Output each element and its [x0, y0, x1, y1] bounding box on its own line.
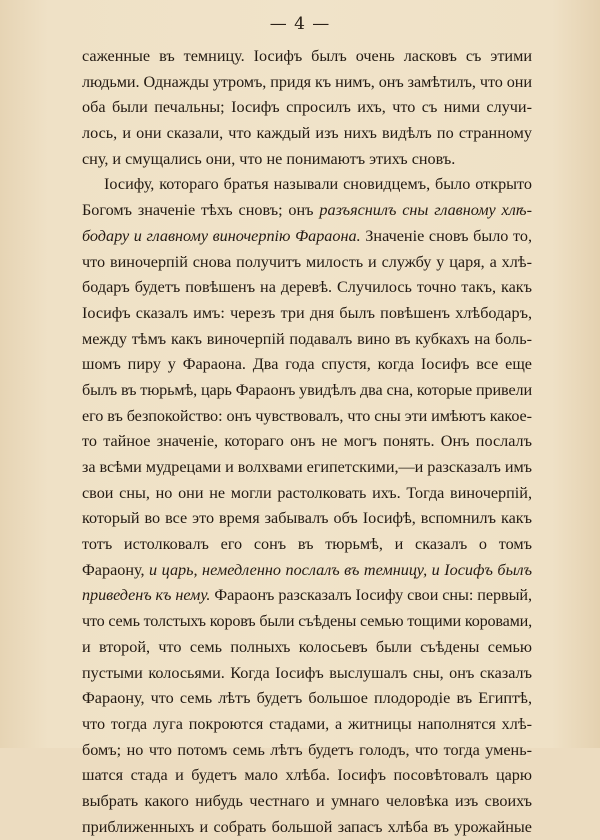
text-line: тотъ истолковалъ его сонъ въ тюрьмѣ, и сказалъ о томъ — [82, 535, 532, 554]
text-run: Значеніе сновъ было то, — [360, 226, 533, 245]
text-line: Іосифу, котораго братья называли сновидцемъ, было открыто — [104, 175, 532, 194]
text-line: приближенныхъ и собрать большой запасъ хлѣба въ урожайные — [82, 817, 532, 836]
text-line: что тогда луга покроются стадами, а житницы наполнятся хлѣ- — [82, 714, 532, 733]
text-line: бодаръ будетъ повѣшенъ на деревѣ. Случилось точно такъ, какъ — [82, 278, 532, 297]
italic-text-run: приведенъ къ нему. — [82, 586, 211, 605]
text-line: его въ безпокойство: онъ чувствовалъ, что сны эти имѣютъ какое- — [82, 406, 532, 425]
text-line: шатся стада и будетъ мало хлѣба. Іосифъ посовѣтовалъ царю — [82, 766, 532, 785]
page-number: — 4 — — [269, 14, 331, 34]
text-line: что семь толстыхъ коровъ были съѣдены семью тощими коровами, — [82, 612, 532, 631]
text-line: который во все это время забывалъ объ Іосифѣ, вспомнилъ какъ — [82, 509, 532, 528]
text-line: Фараону, что семь лѣтъ будетъ большое плодородіе въ Египтѣ, — [82, 689, 532, 708]
text-run: Богомъ значеніе тѣхъ сновъ; онъ — [82, 201, 320, 220]
text-line: людьми. Однажды утромъ, придя къ нимъ, онъ замѣтилъ, что они — [82, 72, 532, 91]
text-line: пустыми колосьями. Когда Іосифъ выслушалъ сны, онъ сказалъ — [82, 663, 532, 682]
text-line: шомъ пиру у Фараона. Два года спустя, когда Іосифъ все еще — [82, 355, 532, 374]
text-line: саженные въ темницу. Іосифъ былъ очень ласковъ съ этими — [82, 47, 532, 65]
text-line: Іосифъ сказалъ имъ: черезъ три дня былъ повѣшенъ хлѣбодаръ, — [82, 303, 532, 322]
text-line: оба были печальны; Іосифъ спросилъ ихъ, что съ ними случи- — [82, 98, 532, 117]
text-line: и второй, что семь полныхъ колосьевъ были съѣдены семью — [82, 637, 532, 656]
italic-text-run: бодару и главному виночерпію Фараона. — [82, 226, 361, 245]
text-line — [82, 558, 532, 584]
italic-text-run: и царь, немедленно послалъ въ темницу, и Іосифъ былъ — [149, 560, 532, 579]
text-line: свои сны, но они не могли растолковать ихъ. Тогда виночерпій, — [82, 483, 532, 502]
body-text — [82, 44, 532, 840]
text-line: за всѣми мудрецами и волхвами египетскими,—и разсказалъ имъ — [82, 458, 532, 476]
text-line: выбрать какого нибудь честнаго и умнаго человѣка изъ своихъ — [82, 791, 532, 810]
italic-text-run: разъяснилъ сны главному хлѣ- — [319, 201, 532, 220]
text-line — [82, 583, 532, 609]
text-line: что виночерпій снова получитъ милость и службу у царя, а хлѣ- — [82, 252, 532, 271]
text-line: сну, и смущались они, что не понимаютъ этихъ сновъ. — [82, 149, 456, 168]
text-line: бомъ; но что потомъ семь лѣтъ будетъ голодъ, что тогда умень- — [82, 740, 532, 759]
text-line — [82, 198, 532, 224]
text-run: Фараону, — [82, 560, 150, 579]
text-line: лось, и они сказали, что каждый изъ нихъ видѣлъ по странному — [82, 124, 532, 143]
text-line: между тѣмъ какъ виночерпій подавалъ вино въ кубкахъ на боль- — [82, 329, 532, 348]
text-line: былъ въ тюрьмѣ, царь Фараонъ увидѣлъ два сна, которые привели — [82, 380, 532, 399]
text-run: Фараонъ разсказалъ Іосифу свои сны: первый, — [210, 586, 532, 605]
text-line — [82, 224, 532, 250]
text-line: то тайное значеніе, котораго онъ не могъ понять. Онъ послалъ — [82, 432, 532, 451]
